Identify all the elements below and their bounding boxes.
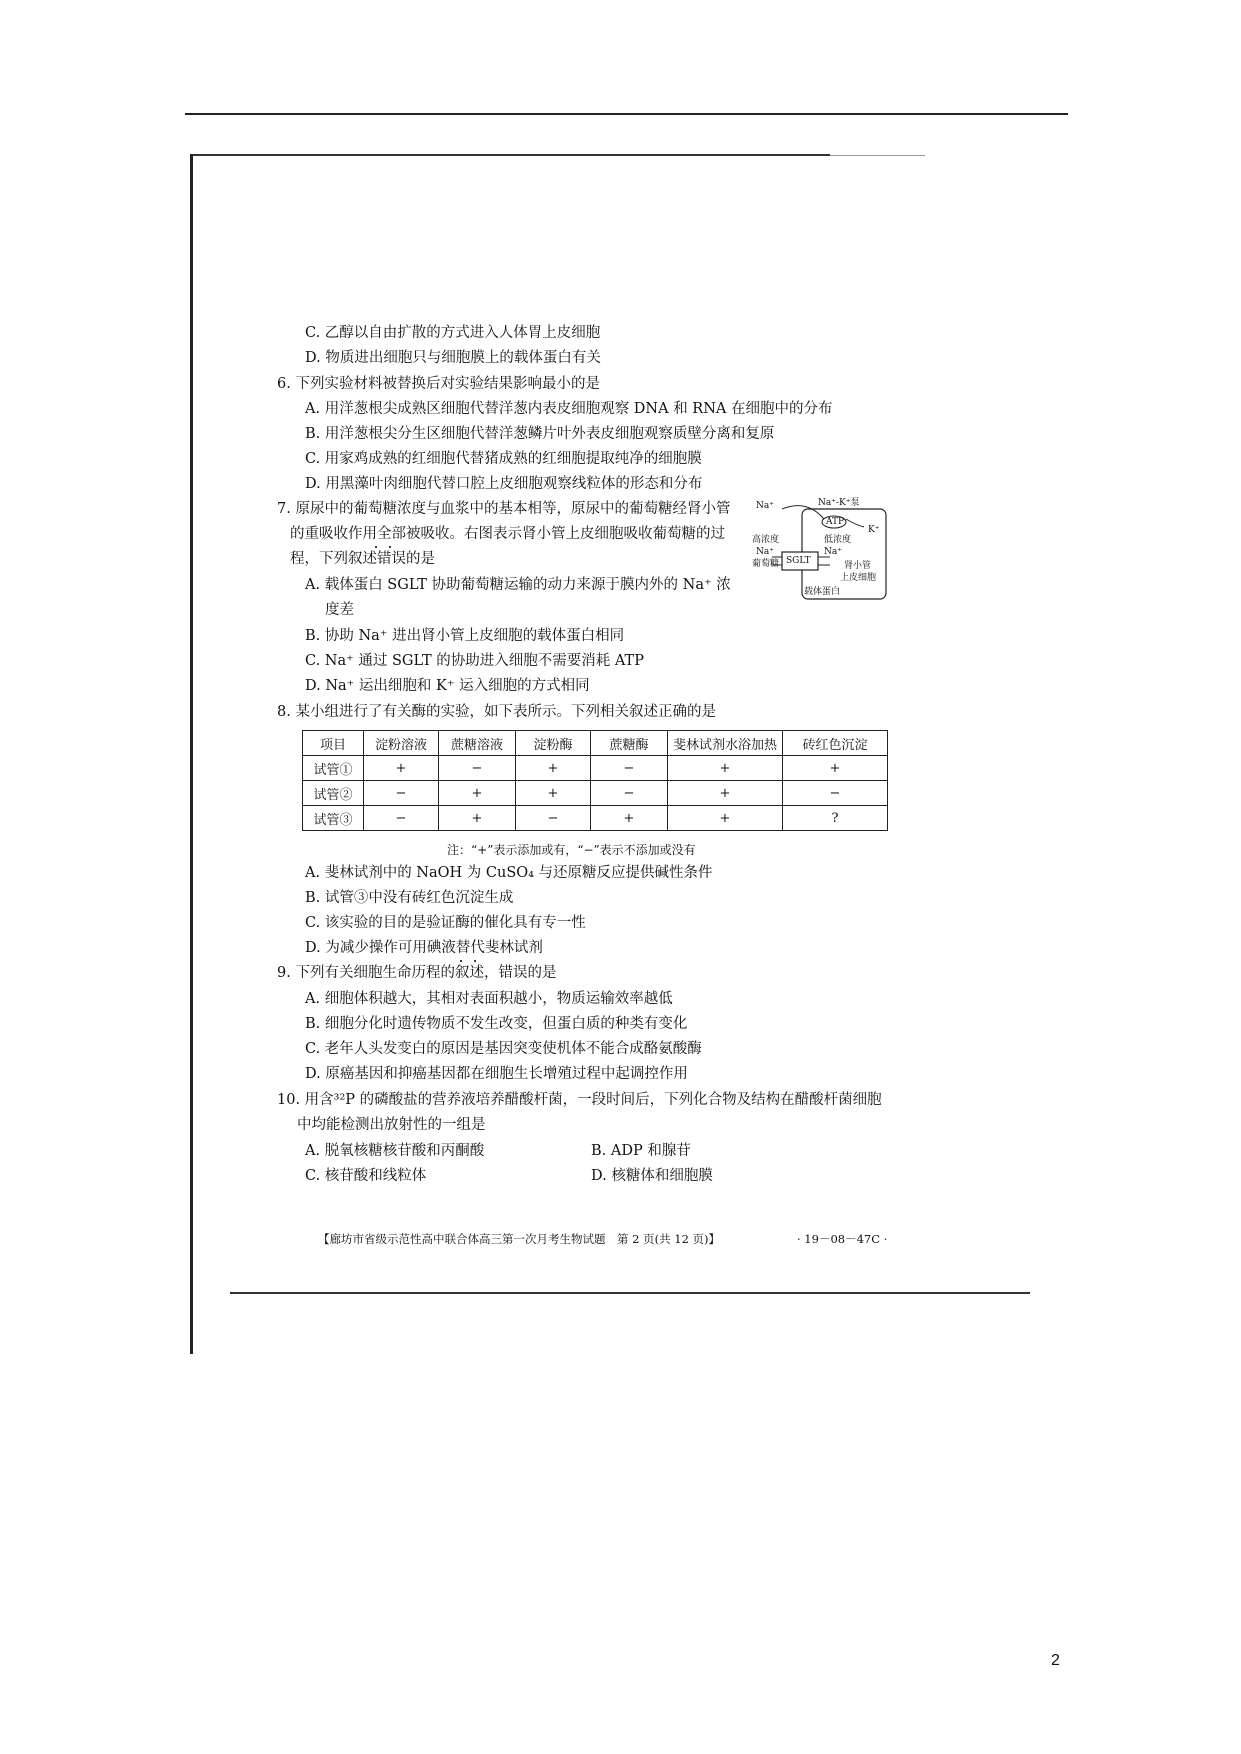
table-cell: +: [591, 806, 668, 831]
page-number: 2: [1051, 1652, 1060, 1669]
exam-footer-code: · 19－08－47C ·: [797, 1232, 888, 1246]
table-cell: ?: [783, 806, 888, 831]
table-header-cell: 斐林试剂水浴加热: [668, 731, 783, 756]
q10-option-c: C. 核苷酸和线粒体: [305, 1168, 427, 1184]
table-cell: −: [591, 756, 668, 781]
diagram-high-conc: 高浓度: [752, 535, 780, 545]
q6-option-c: C. 用家鸡成熟的红细胞代替猪成熟的红细胞提取纯净的细胞膜: [305, 451, 702, 467]
q6-stem: 6. 下列实验材料被替换后对实验结果影响最小的是: [277, 376, 600, 392]
table-cell: +: [516, 756, 591, 781]
q9-stem: 9. 下列有关细胞生命历程的叙述，错误的是: [277, 965, 557, 981]
table-cell: +: [364, 756, 439, 781]
q9-option-a: A. 细胞体积越大，其相对表面积越小，物质运输效率越低: [305, 991, 673, 1007]
diagram-na-right: Na⁺: [824, 547, 842, 557]
q10-stem-line2: 中均能检测出放射性的一组是: [297, 1117, 486, 1133]
table-cell: +: [668, 756, 783, 781]
diagram-glucose: 葡萄糖: [752, 559, 780, 569]
q9-option-c: C. 老年人头发变白的原因是基因突变使机体不能合成酪氨酸酶: [305, 1041, 702, 1057]
table-note: 注：“+”表示添加或有，“−”表示不添加或没有: [447, 843, 696, 857]
diagram-k: K⁺: [868, 525, 880, 535]
q10-option-a: A. 脱氧核糖核苷酸和丙酮酸: [305, 1143, 485, 1159]
scan-top-edge: [190, 154, 830, 156]
q8-stem: 8. 某小组进行了有关酶的实验，如下表所示。下列相关叙述正确的是: [277, 704, 716, 720]
table-cell: −: [783, 781, 888, 806]
diagram-cell-label-1: 肾小管: [844, 561, 872, 571]
table-header-cell: 淀粉酶: [516, 731, 591, 756]
table-cell: 试管③: [303, 806, 364, 831]
q8-option-c: C. 该实验的目的是验证酶的催化具有专一性: [305, 915, 586, 931]
kidney-cell-transport-diagram: [752, 497, 890, 607]
q10-option-b: B. ADP 和腺苷: [591, 1143, 691, 1159]
q8-option-a: A. 斐林试剂中的 NaOH 为 CuSO₄ 与还原糖反应提供碱性条件: [305, 865, 713, 881]
table-row: [303, 781, 888, 806]
table-header-cell: 项目: [303, 731, 364, 756]
q10-stem-line1: 10. 用含³²P 的磷酸盐的营养液培养醋酸杆菌，一段时间后，下列化合物及结构在醋酸杆菌细胞: [277, 1092, 882, 1108]
table-header-cell: 蔗糖酶: [591, 731, 668, 756]
diagram-cell-label-2: 上皮细胞: [840, 573, 877, 583]
table-cell: +: [668, 781, 783, 806]
q7-option-a-line1: A. 载体蛋白 SGLT 协助葡萄糖运输的动力来源于膜内外的 Na⁺ 浓: [305, 577, 731, 593]
exam-footer-title: 【廊坊市省级示范性高中联合体高三第一次月考生物试题 第 2 页(共 12 页)】: [318, 1232, 721, 1246]
table-row: [303, 806, 888, 831]
enzyme-experiment-table: [302, 730, 888, 831]
table-cell: −: [364, 806, 439, 831]
q6-option-a: A. 用洋葱根尖成熟区细胞代替洋葱内表皮细胞观察 DNA 和 RNA 在细胞中的分布: [305, 401, 833, 417]
q9-option-d: D. 原癌基因和抑癌基因都在细胞生长增殖过程中起调控作用: [305, 1066, 688, 1082]
table-cell: +: [668, 806, 783, 831]
q6-option-b: B. 用洋葱根尖分生区细胞代替洋葱鳞片叶外表皮细胞观察质壁分离和复原: [305, 426, 775, 442]
scan-bottom-edge: [230, 1292, 1030, 1294]
q7-stem-line1: 7. 原尿中的葡萄糖浓度与血浆中的基本相等，原尿中的葡萄糖经肾小管: [277, 501, 731, 517]
top-rule: [185, 113, 1068, 115]
table-cell: −: [439, 756, 516, 781]
scan-left-edge: [190, 154, 193, 1354]
diagram-na-outside: Na⁺: [756, 501, 774, 511]
table-cell: +: [516, 781, 591, 806]
table-cell: +: [439, 806, 516, 831]
table-cell: 试管①: [303, 756, 364, 781]
q5-option-c: C. 乙醇以自由扩散的方式进入人体胃上皮细胞: [305, 325, 601, 341]
table-header-cell: 淀粉溶液: [364, 731, 439, 756]
table-cell: 试管②: [303, 781, 364, 806]
table-header-cell: 砖红色沉淀: [783, 731, 888, 756]
table-header-row: [303, 731, 888, 756]
q8-option-d: D. 为减少操作可用碘液替代斐林试剂: [305, 940, 543, 956]
table-header-cell: 蔗糖溶液: [439, 731, 516, 756]
q7-option-c: C. Na⁺ 通过 SGLT 的协助进入细胞不需要消耗 ATP: [305, 653, 644, 669]
q7-option-b: B. 协助 Na⁺ 进出肾小管上皮细胞的载体蛋白相同: [305, 628, 625, 644]
emphasis-dot: [375, 546, 377, 548]
q7-option-d: D. Na⁺ 运出细胞和 K⁺ 运入细胞的方式相同: [305, 678, 590, 694]
q6-option-d: D. 用黑藻叶肉细胞代替口腔上皮细胞观察线粒体的形态和分布: [305, 476, 703, 492]
emphasis-dot: [389, 546, 391, 548]
scan-top-edge-faint: [830, 155, 925, 156]
table-row: [303, 756, 888, 781]
q5-option-d: D. 物质进出细胞只与细胞膜上的载体蛋白有关: [305, 350, 601, 366]
q7-stem-line2: 的重吸收作用全部被吸收。右图表示肾小管上皮细胞吸收葡萄糖的过: [290, 526, 725, 542]
table-cell: +: [783, 756, 888, 781]
q7-stem-line3: 程，下列叙述错误的是: [290, 551, 435, 567]
table-cell: −: [591, 781, 668, 806]
table-cell: +: [439, 781, 516, 806]
table-cell: −: [516, 806, 591, 831]
diagram-pump-label: Na⁺-K⁺泵: [818, 498, 860, 508]
diagram-carrier-label: 载体蛋白: [804, 587, 841, 597]
diagram-atp: ATP: [826, 517, 845, 527]
diagram-na-left: Na⁺: [756, 547, 774, 557]
emphasis-dot: [474, 960, 476, 962]
table-cell: −: [364, 781, 439, 806]
q7-option-a-line2: 度差: [325, 602, 354, 618]
diagram-sglt: SGLT: [786, 556, 811, 566]
diagram-low-conc: 低浓度: [824, 535, 852, 545]
q10-option-d: D. 核糖体和细胞膜: [591, 1168, 713, 1184]
emphasis-dot: [460, 960, 462, 962]
q8-option-b: B. 试管③中没有砖红色沉淀生成: [305, 890, 514, 906]
q9-option-b: B. 细胞分化时遗传物质不发生改变，但蛋白质的种类有变化: [305, 1016, 688, 1032]
